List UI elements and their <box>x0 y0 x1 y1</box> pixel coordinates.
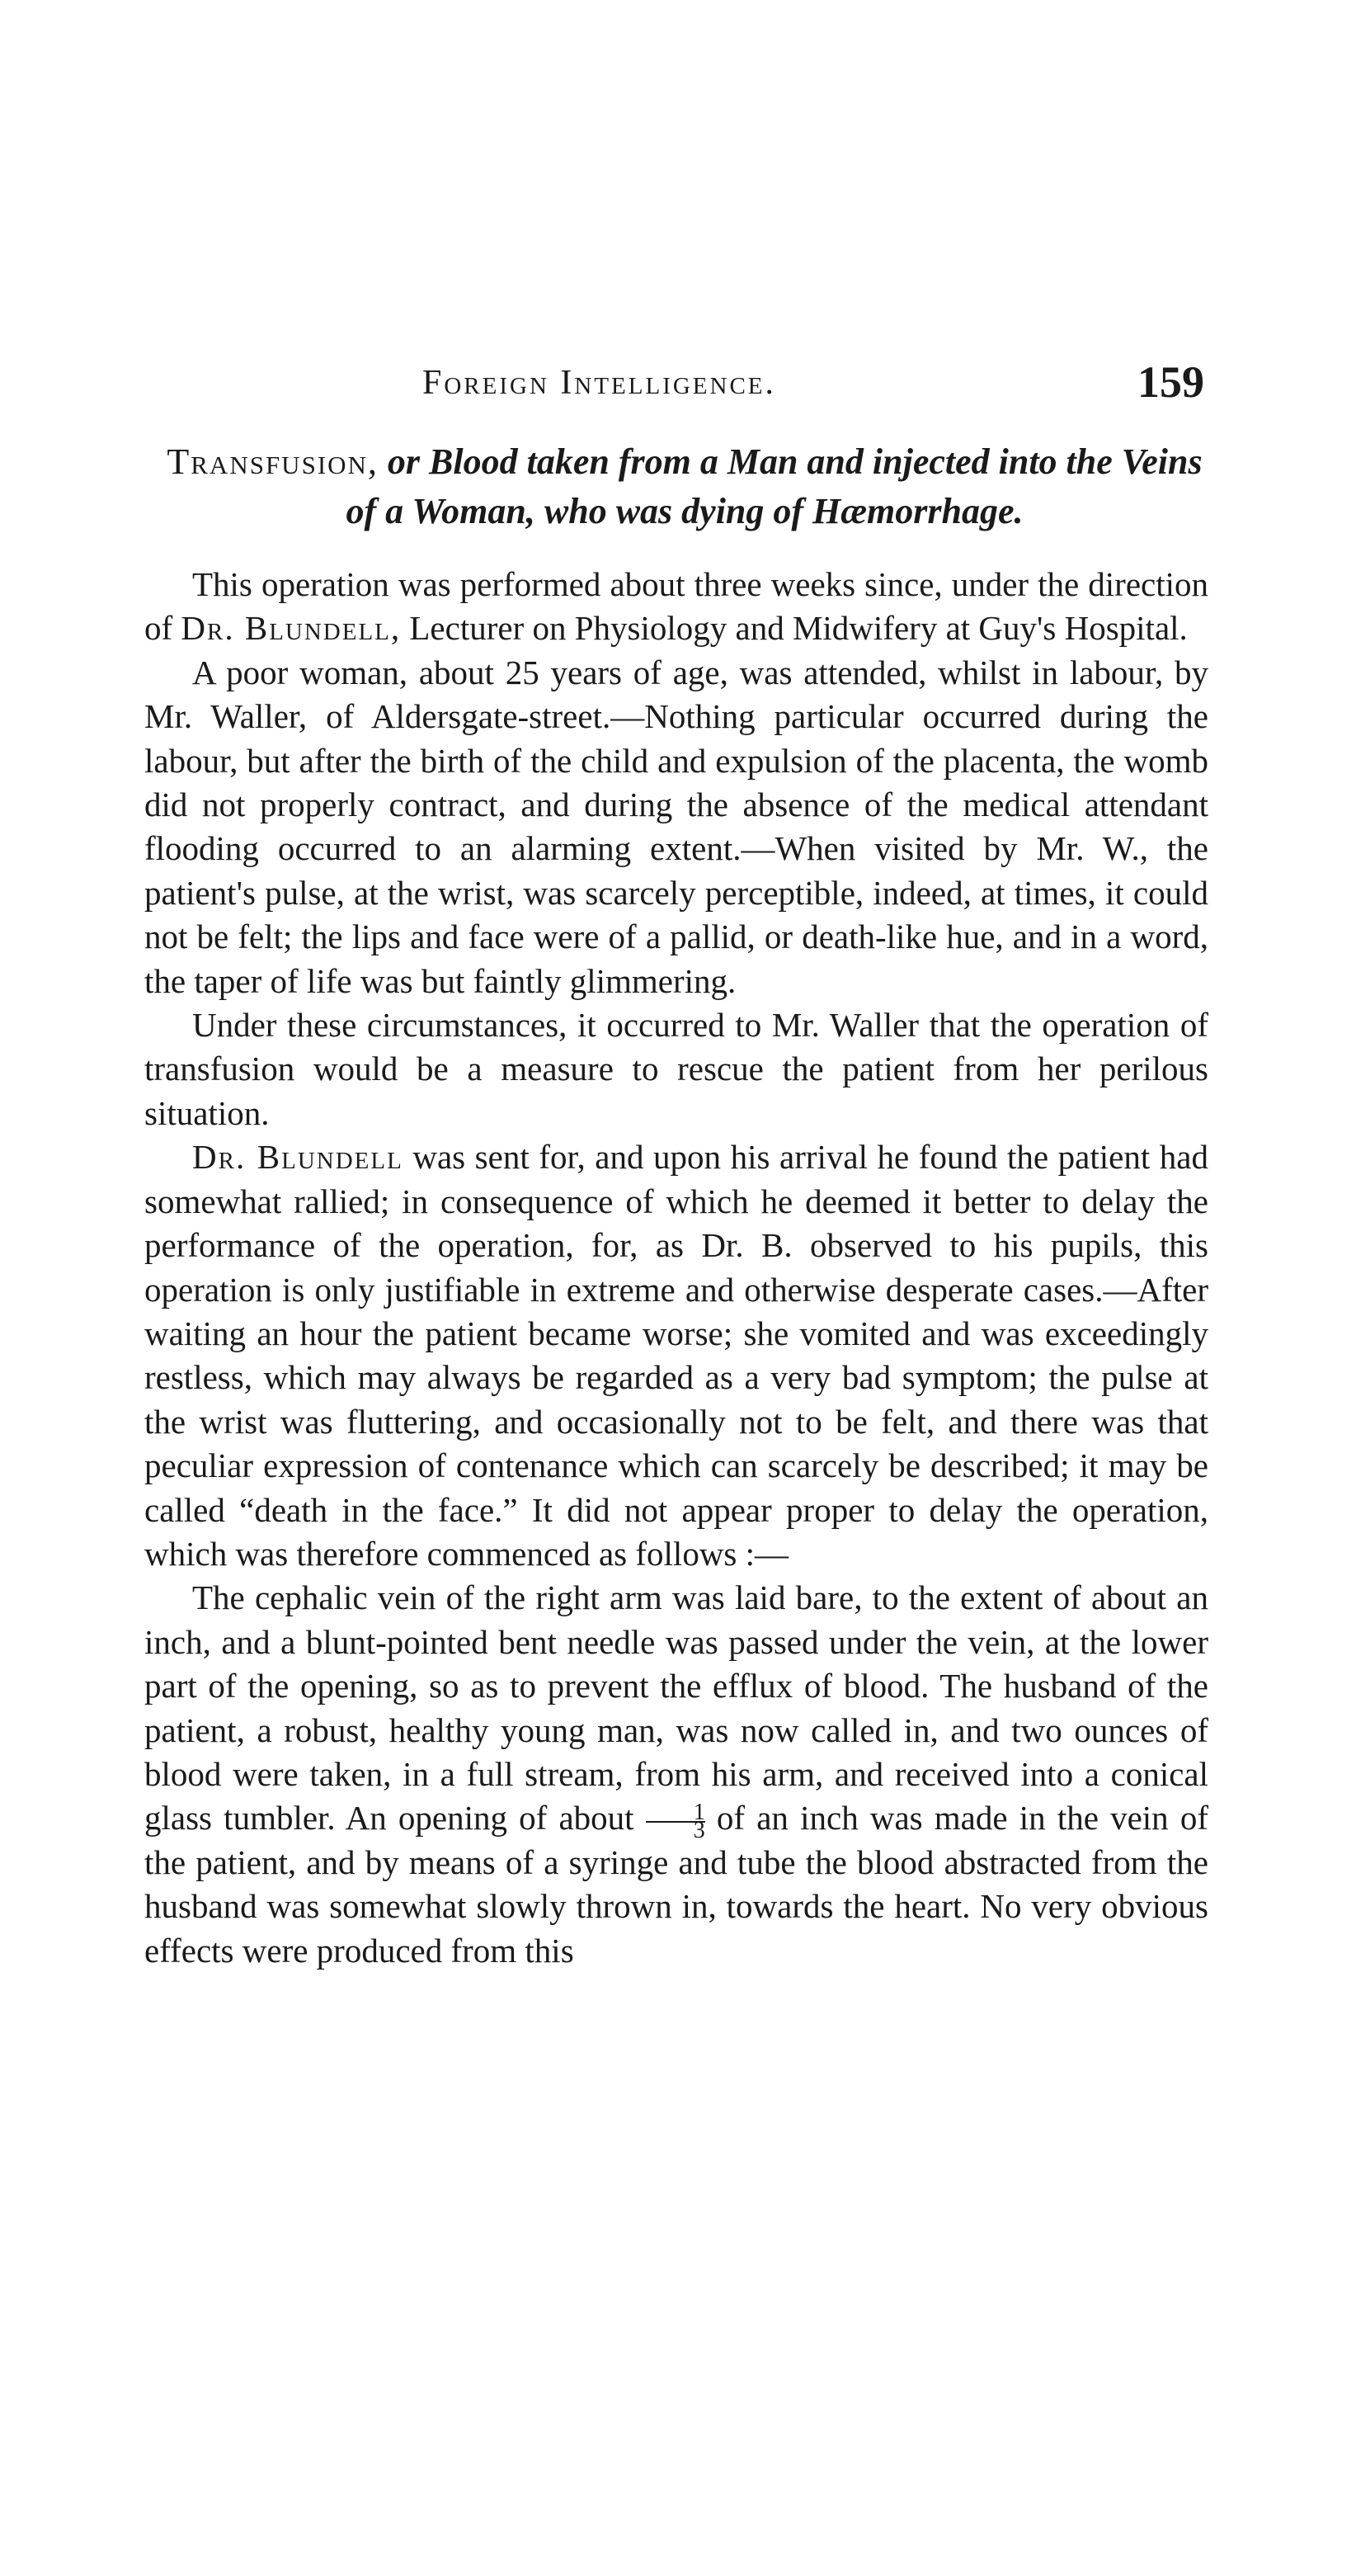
paragraph-4 <box>144 1135 1208 1576</box>
running-head <box>190 356 1204 414</box>
paragraph-3: Under these circumstances, it occurred to Mr. Waller that the operation of transfusion would be a measure to rescue the patient from her perilous situation. <box>144 1006 1208 1132</box>
article-title <box>148 437 1221 536</box>
fraction-denominator: 3 <box>693 1817 705 1843</box>
paragraph-5-text-a: The cephalic vein of the right arm was laid bare, to the extent of about an inch, and a blunt-pointed bent needle was passed under the vein, at the lower part of the opening, so as to prevent the efflux of blood. The husband of the patient, a robust, healthy young man, was now called in, and two ounces of blood were taken, in a full stream, from his arm, and received into a conical glass tumbler. An opening of about <box>144 1578 1208 1838</box>
paragraph-5-text-b: of an inch was made in the vein of the patient, and by means of a syringe and tube the blood abstracted from the husband was somewhat slowly thrown in, towards the heart. No very obvious effects were produced from this <box>144 1799 1208 1970</box>
fraction-numerator: 1 <box>646 1805 705 1823</box>
paragraph-1-name: Dr. Blundell, <box>181 609 402 648</box>
fraction <box>646 1799 705 1843</box>
paragraph-1-text-b: Lecturer on Physiology and Midwifery at Guy's Hospital. <box>401 609 1188 648</box>
article-title-rest: or Blood taken from a Man and injected into the Veins of a Woman, who was dying of Hæmorrhage. <box>346 441 1203 531</box>
paragraph-1 <box>144 563 1208 651</box>
article-title-lead: Transfusion, <box>167 441 379 482</box>
paragraph-5 <box>144 1576 1208 1973</box>
paragraph-1-text-a: This operation was performed about three weeks since, under the direction of <box>144 565 1208 648</box>
paragraph-2: A poor woman, about 25 years of age, was attended, whilst in labour, by Mr. Waller, of Aldersgate-street.—Nothing particular occurred during the labour, but after the birth of the child and expulsion of the placenta, the womb did not properly contract, and during the absence of the medical attendant flooding occurred to an alarming extent.—When visited by Mr. W., the patient's pulse, at the wrist, was scarcely perceptible, indeed, at times, it could not be felt; the lips and face were of a pallid, or death-like hue, and in a word, the taper of life was but faintly glimmering. <box>144 653 1208 1000</box>
paragraph-4-name: Dr. Blundell <box>192 1138 403 1177</box>
page-number: 159 <box>1137 357 1204 407</box>
running-title: Foreign Intelligence. <box>422 364 777 402</box>
paragraph-4-text: was sent for, and upon his arrival he found the patient had somewhat rallied; in consequence of which he deemed it better to delay the performance of the operation, for, as Dr. B. observed to his pupils, this operation is only justifiable in extreme and otherwise desperate cases.—After waiting an hour the patient became worse; she vomited and was exceedingly restless, which may always be regarded as a very bad symptom; the pulse at the wrist was fluttering, and occasionally not to be felt, and there was that peculiar expression of contenance which can scarcely be described; it may be called “death in the face.” It did not appear proper to delay the operation, which was therefore commenced as follows :— <box>144 1138 1208 1573</box>
article-body <box>144 563 1208 1973</box>
